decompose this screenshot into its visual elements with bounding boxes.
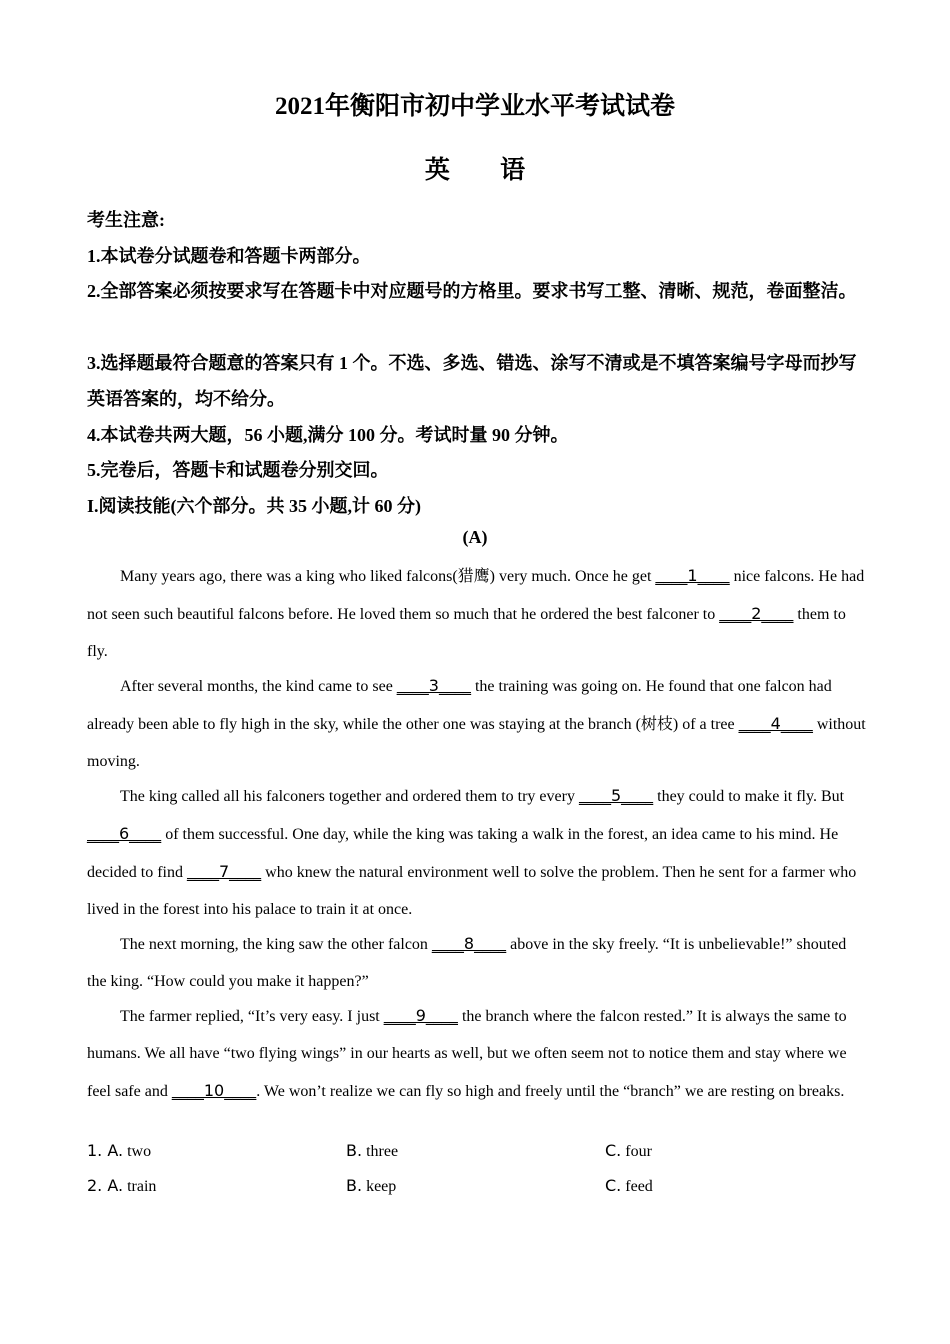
blank-5: ____5____: [578, 786, 654, 805]
option-letter: B.: [346, 1176, 363, 1195]
blank-8: ____8____: [431, 934, 507, 953]
option-text: four: [621, 1143, 652, 1160]
option-label: [346, 1176, 362, 1195]
option-a: [87, 1176, 156, 1196]
notice-heading: 考生注意:: [87, 210, 165, 230]
notice-item-3: 3.选择题最符合题意的答案只有 1 个。不选、多选、错选、涂写不清或是不填答案编号字母而抄写英语答案的，均不给分。: [87, 353, 857, 409]
notice-item-1: 1.本试卷分试题卷和答题卡两部分。: [87, 246, 371, 266]
question-options: [87, 1141, 867, 1211]
notice-item-4: 4.本试卷共两大题，56 小题,满分 100 分。考试时量 90 分钟。: [87, 425, 569, 445]
passage-text: without moving.: [87, 716, 866, 770]
blank-9: ____9____: [383, 1006, 458, 1025]
option-letter: B.: [346, 1141, 363, 1160]
question-number: 2.: [87, 1176, 103, 1195]
notice-item-2: 2.全部答案必须按要求写在答题卡中对应题号的方格里。要求书写工整、清晰、规范，卷面整洁。: [87, 281, 857, 301]
option-label: [605, 1176, 621, 1195]
passage-text: of them successful. One day, while the king was taking a walk in the forest, an idea came to his mind. He decided to find: [87, 826, 839, 881]
blank-10: ____10____: [171, 1081, 257, 1100]
passage-text: nice falcons. He had not seen such beautiful falcons before. He loved them so much that he ordered the best falconer to: [87, 568, 865, 623]
passage-paragraph: [87, 925, 867, 1000]
passage-text: the branch where the falcon rested.” It is always the same to humans. We all have “two flying wings” in our hearts as well, but we often seem not to notice them and stay where we feel safe and: [87, 1008, 847, 1100]
passage-text: above in the sky freely. “It is unbelievable!” shouted the king. “How could you make it happen?”: [87, 936, 847, 990]
passage-text: . We won’t realize we can fly so high and freely until the “branch” we are resting on breaks.: [256, 1083, 845, 1100]
option-text: three: [362, 1143, 399, 1160]
option-label: [87, 1176, 123, 1195]
passage-text: The next morning, the king saw the other falcon: [120, 936, 432, 953]
passage-paragraph: [87, 777, 867, 928]
passage-text: After several months, the kind came to see: [120, 678, 397, 695]
passage-paragraph: [87, 997, 867, 1110]
option-b: [346, 1141, 398, 1161]
blank-6: ____6____: [87, 824, 162, 843]
blank-2: ____2____: [719, 604, 794, 623]
option-letter: C.: [605, 1141, 622, 1160]
option-label: [346, 1141, 362, 1160]
blank-4: ____4____: [738, 714, 813, 733]
option-text: keep: [362, 1178, 397, 1195]
passage-text: The king called all his falconers together and ordered them to try every: [120, 788, 579, 805]
option-text: two: [123, 1143, 152, 1160]
blank-1: ____1____: [655, 566, 730, 585]
option-text: train: [123, 1178, 157, 1195]
passage-text: them to fly.: [87, 606, 846, 660]
passage-paragraph: [87, 557, 867, 670]
option-label: [605, 1141, 621, 1160]
option-text: feed: [621, 1178, 653, 1195]
blank-3: ____3____: [396, 676, 471, 695]
passage-text: Many years ago, there was a king who liked falcons(猎鹰) very much. Once he get: [120, 568, 656, 585]
option-c: [605, 1176, 653, 1196]
option-label: [87, 1141, 123, 1160]
blank-7: ____7____: [186, 862, 262, 881]
option-letter: C.: [605, 1176, 622, 1195]
question-number: 1.: [87, 1141, 103, 1160]
subject-title: 英 语: [424, 157, 548, 184]
cloze-passage: [87, 557, 867, 1110]
passage-label: (A): [462, 527, 488, 547]
passage-text: they could to make it fly. But: [653, 788, 845, 805]
passage-text: The farmer replied, “It’s very easy. I just: [120, 1008, 384, 1025]
passage-text: who knew the natural environment well to solve the problem. Then he sent for a farmer who lived in the forest into his palace to train it at once.: [87, 864, 857, 918]
option-c: [605, 1141, 652, 1161]
section-heading: I.阅读技能(六个部分。共 35 小题,计 60 分): [87, 496, 421, 516]
passage-text: the training was going on. He found that one falcon had already been able to fly high in the sky, while the other one was staying at the branch (树枝) of a tree: [87, 678, 832, 733]
option-b: [346, 1176, 396, 1196]
notice-item-5: 5.完卷后，答题卡和试题卷分别交回。: [87, 460, 389, 480]
option-a: [87, 1141, 151, 1161]
exam-title: 2021年衡阳市初中学业水平考试试卷: [274, 93, 675, 120]
question-row: [87, 1141, 867, 1176]
question-row: [87, 1176, 867, 1211]
option-letter: A.: [107, 1141, 124, 1160]
option-letter: A.: [107, 1176, 124, 1195]
passage-paragraph: [87, 667, 867, 780]
